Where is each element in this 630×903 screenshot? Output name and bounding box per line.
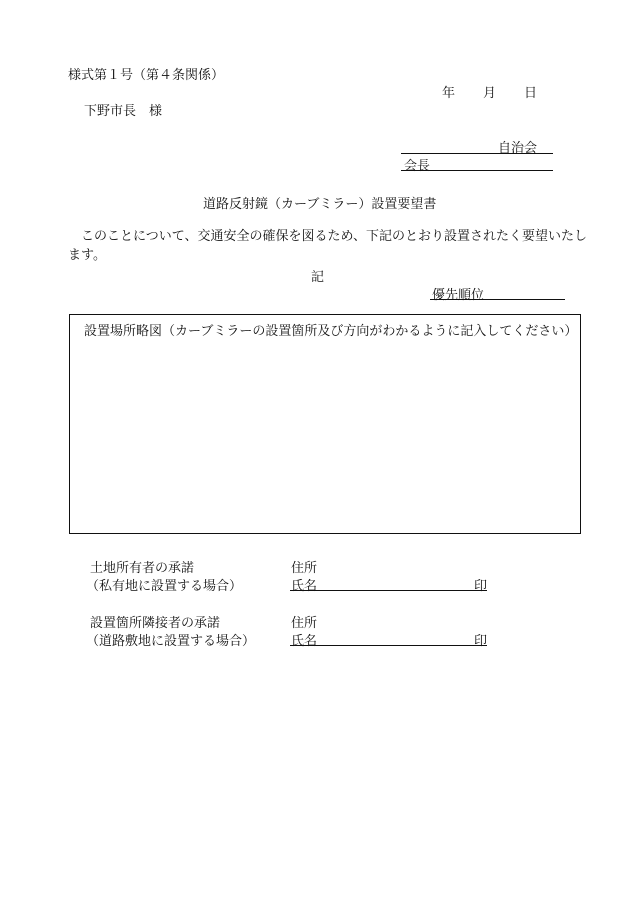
neighbor-name-underline bbox=[290, 645, 487, 646]
landowner-address-label: 住所 bbox=[291, 561, 318, 576]
map-sketch-box[interactable] bbox=[69, 314, 581, 534]
landowner-seal: 印 bbox=[474, 579, 488, 594]
association-underline bbox=[401, 153, 553, 154]
date-day-label: 日 bbox=[524, 86, 538, 101]
map-sketch-label: 設置場所略図（カーブミラーの設置箇所及び方向がわかるように記入してください） bbox=[84, 324, 578, 339]
body-paragraph: このことについて、交通安全の確保を図るため、下記のとおり設置されたく要望いたします。 bbox=[68, 229, 587, 263]
priority-underline bbox=[430, 299, 565, 300]
chairperson-underline bbox=[401, 170, 553, 171]
priority-label: 優先順位 bbox=[432, 288, 485, 303]
neighbor-name-label: 氏名 bbox=[291, 634, 318, 649]
neighbor-address-label: 住所 bbox=[291, 616, 318, 631]
date-year-label: 年 bbox=[442, 86, 456, 101]
landowner-name-underline bbox=[290, 590, 487, 591]
neighbor-consent-title: 設置箇所隣接者の承諾 bbox=[90, 616, 221, 631]
landowner-name-label: 氏名 bbox=[291, 579, 318, 594]
landowner-consent-condition: （私有地に設置する場合） bbox=[86, 579, 243, 594]
addressee: 下野市長 様 bbox=[84, 104, 163, 119]
form-number: 様式第１号（第４条関係） bbox=[68, 68, 225, 83]
chairperson-label: 会長 bbox=[404, 159, 431, 174]
neighbor-consent-condition: （道路敷地に設置する場合） bbox=[86, 634, 256, 649]
association-label: 自治会 bbox=[498, 141, 538, 156]
ki-heading: 記 bbox=[311, 270, 325, 285]
date-month-label: 月 bbox=[483, 86, 497, 101]
neighbor-seal: 印 bbox=[474, 634, 488, 649]
document-title: 道路反射鏡（カーブミラー）設置要望書 bbox=[203, 197, 437, 212]
landowner-consent-title: 土地所有者の承諾 bbox=[90, 561, 195, 576]
